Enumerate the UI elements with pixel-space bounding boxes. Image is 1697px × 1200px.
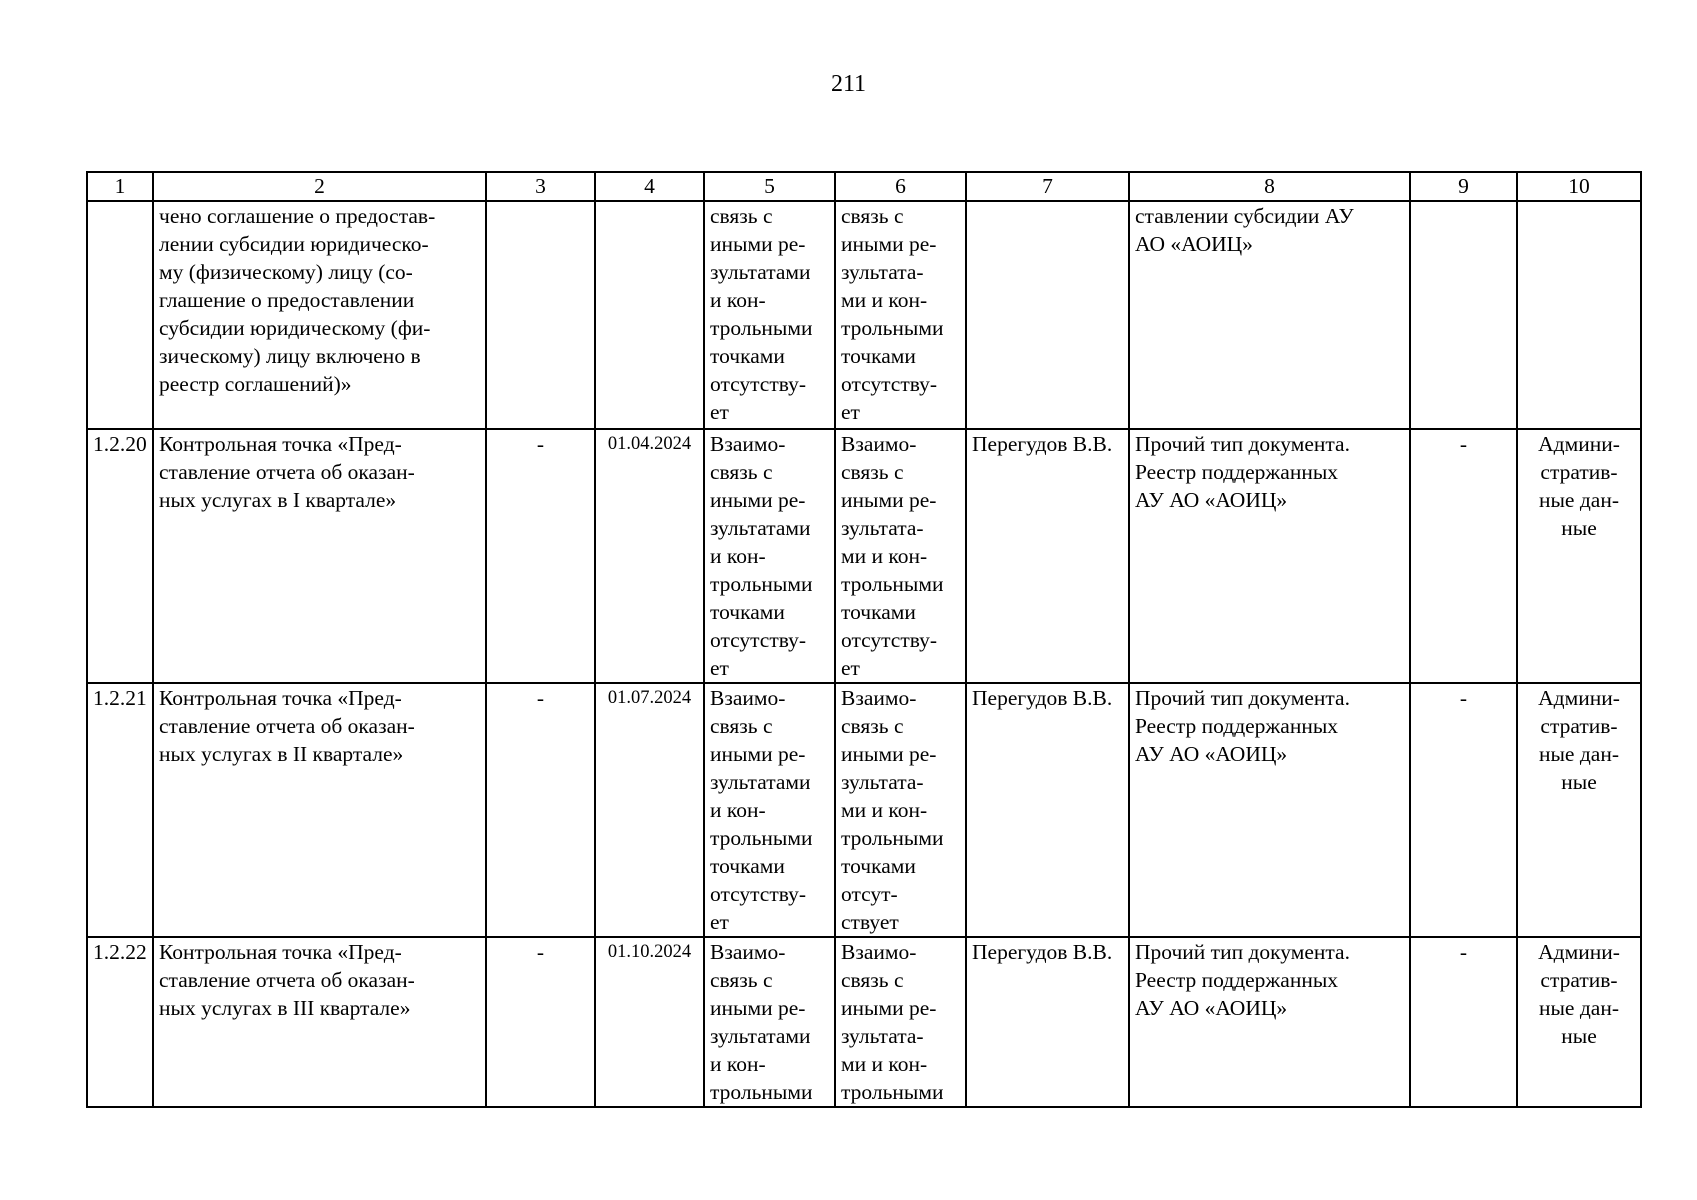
cell-number: 1.2.22 (87, 937, 153, 1107)
cell-name: чено соглашение о предостав- лении субсидии юридическо- му (физическому) лицу (со- глашение о предоставлении субсидии юридическому (фи- зическому) лицу включено в реестр соглашений)» (153, 201, 486, 429)
header-cell: 7 (966, 172, 1129, 201)
cell-col3 (486, 201, 595, 429)
cell-link-prev: связь с иными ре- зультатами и кон- трольными точками отсутству- ет (704, 201, 835, 429)
cell-link-next: Взаимо- связь с иными ре- зультата- ми и кон- трольными (835, 937, 966, 1107)
cell-document: ставлении субсидии АУ АО «АОИЦ» (1129, 201, 1410, 429)
table-row (87, 429, 1641, 683)
table-row (87, 201, 1641, 429)
cell-link-prev: Взаимо- связь с иными ре- зультатами и кон- трольными точками отсутству- ет (704, 683, 835, 937)
cell-source: Админи- стратив- ные дан- ные (1517, 429, 1641, 683)
cell-col9: - (1410, 683, 1517, 937)
header-cell: 2 (153, 172, 486, 201)
header-cell: 3 (486, 172, 595, 201)
cell-document: Прочий тип документа. Реестр поддержанных АУ АО «АОИЦ» (1129, 937, 1410, 1107)
page-number: 211 (830, 71, 867, 97)
cell-number (87, 201, 153, 429)
header-row (87, 172, 1641, 201)
cell-date (595, 201, 704, 429)
cell-document: Прочий тип документа. Реестр поддержанных АУ АО «АОИЦ» (1129, 429, 1410, 683)
cell-responsible (966, 201, 1129, 429)
cell-date: 01.04.2024 (595, 429, 704, 683)
cell-col3: - (486, 937, 595, 1107)
cell-name: Контрольная точка «Пред- ставление отчета об оказан- ных услугах в I квартале» (153, 429, 486, 683)
cell-link-prev: Взаимо- связь с иными ре- зультатами и кон- трольными (704, 937, 835, 1107)
cell-col9: - (1410, 429, 1517, 683)
cell-source (1517, 201, 1641, 429)
cell-link-prev: Взаимо- связь с иными ре- зультатами и кон- трольными точками отсутству- ет (704, 429, 835, 683)
cell-responsible: Перегудов В.В. (966, 937, 1129, 1107)
control-points-table (86, 171, 1642, 1108)
header-cell: 10 (1517, 172, 1641, 201)
table-row (87, 683, 1641, 937)
cell-source: Админи- стратив- ные дан- ные (1517, 937, 1641, 1107)
cell-col9 (1410, 201, 1517, 429)
header-cell: 9 (1410, 172, 1517, 201)
cell-responsible: Перегудов В.В. (966, 429, 1129, 683)
table-row (87, 937, 1641, 1107)
cell-responsible: Перегудов В.В. (966, 683, 1129, 937)
cell-number: 1.2.20 (87, 429, 153, 683)
cell-name: Контрольная точка «Пред- ставление отчета об оказан- ных услугах в II квартале» (153, 683, 486, 937)
cell-document: Прочий тип документа. Реестр поддержанных АУ АО «АОИЦ» (1129, 683, 1410, 937)
header-cell: 8 (1129, 172, 1410, 201)
cell-source: Админи- стратив- ные дан- ные (1517, 683, 1641, 937)
header-cell: 4 (595, 172, 704, 201)
cell-link-next: Взаимо- связь с иными ре- зультата- ми и кон- трольными точками отсут- ствует (835, 683, 966, 937)
cell-link-next: Взаимо- связь с иными ре- зультата- ми и кон- трольными точками отсутству- ет (835, 429, 966, 683)
header-cell: 5 (704, 172, 835, 201)
cell-date: 01.10.2024 (595, 937, 704, 1107)
header-cell: 6 (835, 172, 966, 201)
cell-col9: - (1410, 937, 1517, 1107)
cell-link-next: связь с иными ре- зультата- ми и кон- трольными точками отсутству- ет (835, 201, 966, 429)
cell-name: Контрольная точка «Пред- ставление отчета об оказан- ных услугах в III квартале» (153, 937, 486, 1107)
cell-col3: - (486, 683, 595, 937)
header-cell: 1 (87, 172, 153, 201)
cell-col3: - (486, 429, 595, 683)
cell-date: 01.07.2024 (595, 683, 704, 937)
cell-number: 1.2.21 (87, 683, 153, 937)
